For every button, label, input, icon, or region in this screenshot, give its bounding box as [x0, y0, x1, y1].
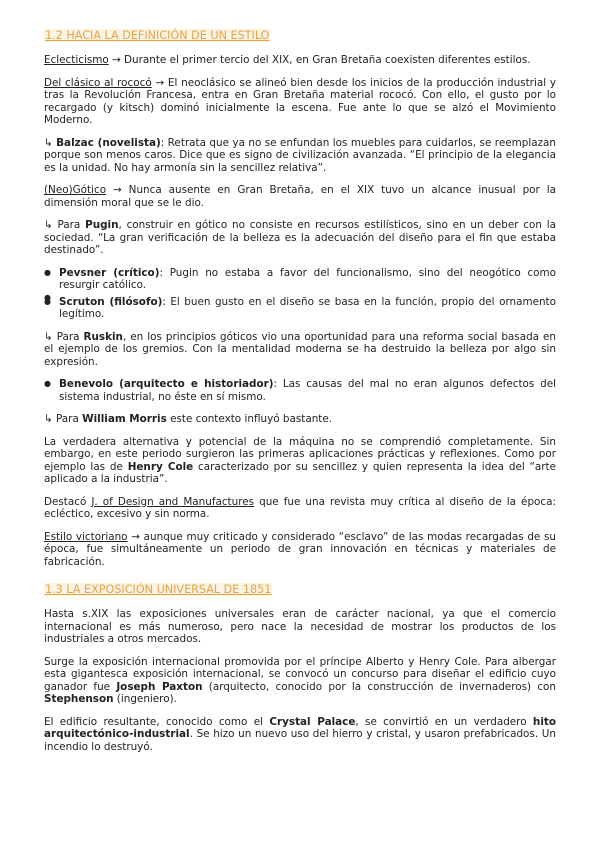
paragraph-crystal-palace: El edificio resultante, conocido como el Crystal Palace, se convirtió en un verdadero hito arquitectónico-industrial. Se hizo un nuevo uso del hierro y cristal, y usaron prefabricados. Un incendio lo destruyó.: [44, 715, 556, 753]
term-clasico-rococo: Del clásico al rococó: [44, 76, 152, 89]
list-item: ● Scruton (filósofo): El buen gusto en el diseño se basa en la función, propio del ornamento legítimo.: [44, 296, 556, 321]
name-balzac: Balzac (novelista): [56, 136, 161, 149]
list-item: ● Benevolo (arquitecto e historiador): Las causas del mal no eran algunos defectos del sistema industrial, no éste en sí mismo.: [44, 378, 556, 403]
paragraph-victoriano: Estilo victoriano → aunque muy criticado y considerado “esclavo” de las modas recargadas de su época, fue simultáneamente un periodo de gran innovación en técnicas y materiales de fabricación.: [44, 530, 557, 568]
name-joseph-paxton: Joseph Paxton: [116, 680, 203, 693]
list-item: ● Pevsner (crítico): Pugin no estaba a favor del funcionalismo, sino del neogótico como resurgir católico.: [44, 267, 556, 292]
paragraph-eclecticismo: Eclecticismo → Durante el primer tercio del XIX, en Gran Bretaña coexisten diferentes estilos.: [44, 54, 531, 66]
paragraph-neogotico: (Neo)Gótico → Nunca ausente en Gran Bretaña, en el XIX tuvo un alcance inusual por la dimensión moral que se le dio.: [44, 184, 556, 209]
name-stephenson: Stephenson: [44, 693, 114, 705]
term-estilo-victoriano: Estilo victoriano: [44, 530, 128, 543]
paragraph-maquina: La verdadera alternativa y potencial de la máquina no se comprendió completamente. Sin embargo, en este periodo surgieron las primeras aplicaciones prácticas y reflexiones. Como por ejemplo las de Henry Cole caracterizado por su sencillez y quien representa la idea del “arte aplicado a la industria”.: [44, 435, 557, 485]
paragraph-exposiciones: Hasta s.XIX las exposiciones universales eran de carácter nacional, ya que el comercio internacional es más numeroso, pero nace la necesidad de mostrar los productos de los industriales a otros mercados.: [44, 608, 556, 645]
name-henry-cole: Henry Cole: [127, 460, 194, 473]
paragraph-morris: ↳ Para William Morris este contexto influyó bastante.: [44, 413, 333, 425]
paragraph-journal: Destacó J. of Design and Manufactures que fue una revista muy crítica al diseño de la época: ecléctico, excesivo y sin norma.: [44, 495, 556, 520]
name-pugin: Pugin: [85, 219, 119, 231]
name-william-morris: William Morris: [82, 413, 167, 425]
section-heading-1-3: 1.3 LA EXPOSICIÓN UNIVERSAL DE 1851: [45, 583, 272, 596]
section-heading-1-2: 1.2 HACIA LA DEFINICIÓN DE UN ESTILO: [45, 29, 270, 42]
name-ruskin: Ruskin: [83, 330, 123, 343]
paragraph-concurso: Surge la exposición internacional promovida por el príncipe Alberto y Henry Cole. Para albergar esta gigantesca exposición internacional, se convocó un concurso para diseñar el edificio cuyo ganador fue Joseph Paxton (arquitecto, conocido por la construcción de invernaderos) con Stephenson (ingeniero).: [44, 655, 556, 705]
term-neogotico: (Neo)Gótico: [44, 184, 107, 196]
bullet-list-benevolo: [44, 378, 556, 403]
paragraph-pugin: ↳ Para Pugin, construir en gótico no consiste en recursos estilísticos, sino en un deber con la sociedad. “La gran verificación de la belleza es la adecuación del diseño para el fin que estaba destinado”.: [44, 219, 556, 256]
term-hito: hito arquitectónico-industrial: [44, 715, 556, 740]
term-journal: J. of Design and Manufactures: [91, 495, 255, 508]
term-eclecticismo: Eclecticismo: [44, 54, 109, 66]
paragraph-ruskin: ↳ Para Ruskin, en los principios góticos vio una oportunidad para una reforma social basada en el ejemplo de los gremios. Con la mentalidad moderna se ha destruido la belleza por algo sin expresión.: [44, 330, 556, 368]
name-crystal-palace: Crystal Palace: [269, 715, 356, 728]
paragraph-balzac: ↳ Balzac (novelista): Retrata que ya no se enfundan los muebles para cuidarlos, se reemplazan porque son menos caros. Dice que es signo de civilización avanzada. “El principio de la elegancia es la unidad. No hay armonía sin la sencillez relativa”.: [44, 136, 556, 174]
document-page: [44, 24, 556, 763]
bullet-list-critics: [44, 267, 556, 321]
paragraph-clasico-rococo: Del clásico al rococó → El neoclásico se alineó bien desde los inicios de la producción industrial y tras la Revolución Francesa, entra en Gran Bretaña material rococó. Con ello, el gusto por lo recargado (y kitsch) dominó inicialmente la escena. Fue ante lo que se alzó el Movimiento Moderno.: [44, 76, 556, 126]
